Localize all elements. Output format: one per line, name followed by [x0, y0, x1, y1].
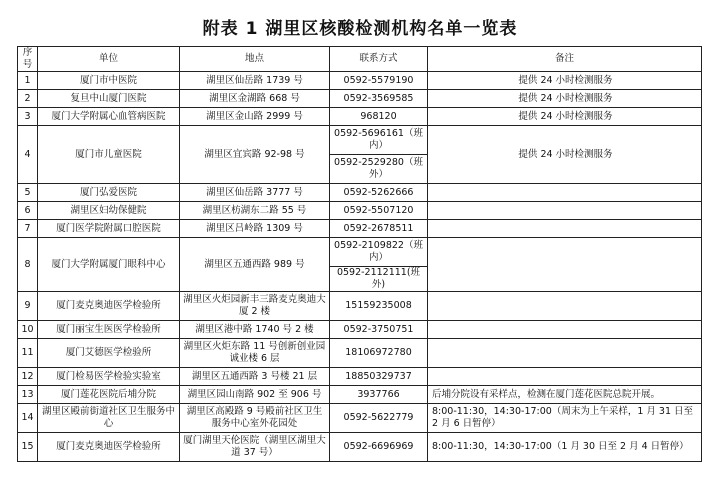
page-title: 附表 1 湖里区核酸检测机构名单一览表: [202, 19, 518, 39]
row-unit: 湖里区妇幼保健院: [38, 202, 180, 220]
row-contact-in-shift: 0592-2109822（班内）: [330, 238, 428, 267]
row-note: [428, 339, 702, 368]
header-unit: 单位: [38, 47, 180, 72]
table-row: [18, 72, 702, 90]
row-note: [428, 292, 702, 321]
row-contact: 15159235008: [330, 292, 428, 321]
row-no: 13: [18, 386, 38, 404]
row-address: 湖里区仙岳路 3777 号: [180, 184, 330, 202]
table-row: [18, 339, 702, 368]
row-address: 湖里区火炬东路 11 号创新创业园诚业楼 6 层: [180, 339, 330, 368]
row-note: 8:00-11:30，14:30-17:00（1 月 30 日至 2 月 4 日暂停）: [428, 433, 702, 462]
row-address: 湖里区五通西路 3 号楼 21 层: [180, 368, 330, 386]
row-no: 6: [18, 202, 38, 220]
row-address: 湖里区港中路 1740 号 2 楼: [180, 321, 330, 339]
row-contact: 968120: [330, 108, 428, 126]
row-address: 湖里区仙岳路 1739 号: [180, 72, 330, 90]
row-note: [428, 202, 702, 220]
table-row: [18, 202, 702, 220]
header-contact: 联系方式: [330, 47, 428, 72]
row-unit: 厦门莲花医院后埔分院: [38, 386, 180, 404]
row-contact: 0592-3569585: [330, 90, 428, 108]
table-row: [18, 386, 702, 404]
row-unit: 厦门市儿童医院: [38, 126, 180, 184]
row-contact: 0592-5507120: [330, 202, 428, 220]
row-unit: 厦门丽宝生医医学检验所: [38, 321, 180, 339]
row-no: 10: [18, 321, 38, 339]
header-no: 序号: [18, 47, 38, 72]
table-row: [18, 368, 702, 386]
row-address: 湖里区金湖路 668 号: [180, 90, 330, 108]
row-note: [428, 368, 702, 386]
row-contact: 18850329737: [330, 368, 428, 386]
row-unit: 厦门检易医学检验实验室: [38, 368, 180, 386]
row-unit: 湖里区殿前街道社区卫生服务中心: [38, 404, 180, 433]
row-address: 湖里区五通西路 989 号: [180, 238, 330, 292]
row-note: 提供 24 小时检测服务: [428, 126, 702, 184]
row-note: 8:00-11:30，14:30-17:00（周末为上午采样，1 月 31 日至 2 月 6 日暂停）: [428, 404, 702, 433]
table-row: [18, 292, 702, 321]
table-row: [18, 404, 702, 433]
row-address: 湖里区吕岭路 1309 号: [180, 220, 330, 238]
row-contact-in-shift: 0592-5696161（班内）: [330, 126, 428, 155]
row-address: 厦门湖里天伦医院（湖里区湖里大道 37 号）: [180, 433, 330, 462]
row-no: 11: [18, 339, 38, 368]
row-no: 3: [18, 108, 38, 126]
row-unit: 复旦中山厦门医院: [38, 90, 180, 108]
row-address: 湖里区园山南路 902 至 906 号: [180, 386, 330, 404]
table-row: [18, 90, 702, 108]
table-row: [18, 238, 702, 267]
row-address: 湖里区宜宾路 92-98 号: [180, 126, 330, 184]
row-unit: 厦门大学附属厦门眼科中心: [38, 238, 180, 292]
row-contact: 18106972780: [330, 339, 428, 368]
row-unit: 厦门弘爱医院: [38, 184, 180, 202]
row-no: 15: [18, 433, 38, 462]
testing-institutions-table: [17, 46, 702, 462]
row-unit: 厦门麦克奥迪医学检验所: [38, 292, 180, 321]
row-no: 4: [18, 126, 38, 184]
row-no: 8: [18, 238, 38, 292]
row-contact-off-shift: 0592-2529280（班外）: [330, 155, 428, 184]
row-contact: 0592-5622779: [330, 404, 428, 433]
table-row: [18, 220, 702, 238]
table-row: [18, 126, 702, 155]
row-no: 1: [18, 72, 38, 90]
row-note: 后埔分院设有采样点，检测在厦门莲花医院总院开展。: [428, 386, 702, 404]
row-address: 湖里区高殿路 9 号殿前社区卫生服务中心室外花园处: [180, 404, 330, 433]
row-note: 提供 24 小时检测服务: [428, 90, 702, 108]
row-note: [428, 238, 702, 292]
row-no: 14: [18, 404, 38, 433]
row-address: 湖里区枋湖东二路 55 号: [180, 202, 330, 220]
row-contact: 3937766: [330, 386, 428, 404]
row-contact: 0592-5262666: [330, 184, 428, 202]
table-row: [18, 321, 702, 339]
header-note: 备注: [428, 47, 702, 72]
row-note: [428, 321, 702, 339]
table-row: [18, 184, 702, 202]
table-row: [18, 108, 702, 126]
table-header-row: [18, 47, 702, 72]
row-note: 提供 24 小时检测服务: [428, 72, 702, 90]
row-contact: 0592-2678511: [330, 220, 428, 238]
table-row: [18, 433, 702, 462]
row-no: 9: [18, 292, 38, 321]
row-contact-off-shift: 0592-2112111(班外): [330, 267, 428, 292]
row-no: 5: [18, 184, 38, 202]
row-unit: 厦门医学院附属口腔医院: [38, 220, 180, 238]
row-unit: 厦门麦克奥迪医学检验所: [38, 433, 180, 462]
row-contact: 0592-5579190: [330, 72, 428, 90]
row-no: 7: [18, 220, 38, 238]
row-note: [428, 220, 702, 238]
header-address: 地点: [180, 47, 330, 72]
row-address: 湖里区火炬园新丰三路麦克奥迪大厦 2 楼: [180, 292, 330, 321]
row-note: 提供 24 小时检测服务: [428, 108, 702, 126]
row-note: [428, 184, 702, 202]
row-contact: 0592-3750751: [330, 321, 428, 339]
row-unit: 厦门大学附属心血管病医院: [38, 108, 180, 126]
row-contact: 0592-6696969: [330, 433, 428, 462]
row-unit: 厦门艾德医学检验所: [38, 339, 180, 368]
row-unit: 厦门市中医院: [38, 72, 180, 90]
row-address: 湖里区金山路 2999 号: [180, 108, 330, 126]
row-no: 2: [18, 90, 38, 108]
row-no: 12: [18, 368, 38, 386]
